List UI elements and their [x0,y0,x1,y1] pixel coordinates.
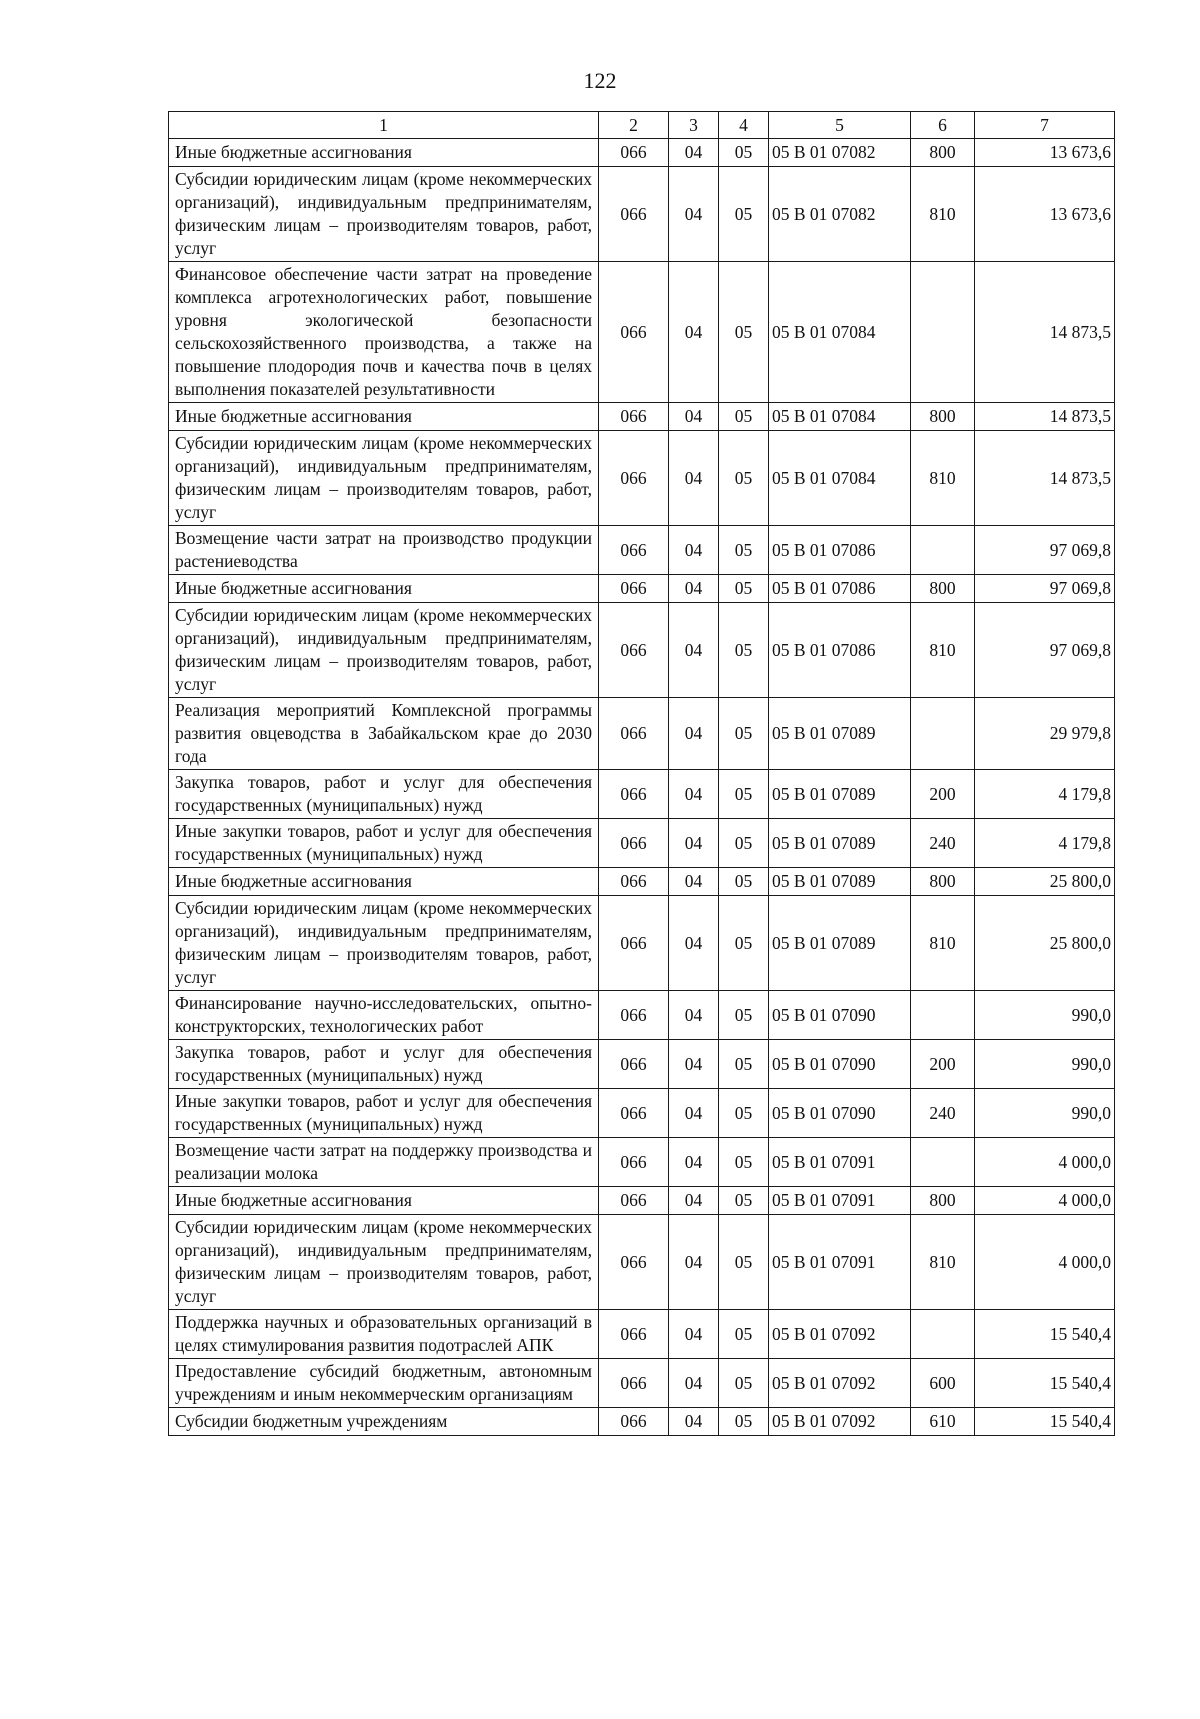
expense-type-cell: 800 [911,139,975,167]
amount-cell: 97 069,8 [975,603,1115,698]
ministry-code-cell: 066 [599,1359,669,1408]
subsection-code-cell: 05 [719,770,769,819]
target-article-cell: 05 В 01 07089 [769,770,911,819]
target-article-cell: 05 В 01 07084 [769,431,911,526]
expense-type-cell: 610 [911,1408,975,1436]
target-article-cell: 05 В 01 07084 [769,262,911,403]
section-code-cell: 04 [669,603,719,698]
subsection-code-cell: 05 [719,167,769,262]
item-name-cell: Возмещение части затрат на поддержку производства и реализации молока [169,1138,599,1187]
table-row [169,526,1115,575]
amount-cell: 4 000,0 [975,1187,1115,1215]
section-code-cell: 04 [669,1138,719,1187]
expense-type-cell: 810 [911,1215,975,1310]
table-row [169,575,1115,603]
table-row [169,167,1115,262]
item-name-cell: Иные бюджетные ассигнования [169,1187,599,1215]
amount-cell: 4 000,0 [975,1215,1115,1310]
expense-type-cell: 800 [911,868,975,896]
expense-type-cell [911,1310,975,1359]
item-name-cell: Иные бюджетные ассигнования [169,868,599,896]
amount-cell: 97 069,8 [975,526,1115,575]
amount-cell: 14 873,5 [975,403,1115,431]
section-code-cell: 04 [669,139,719,167]
section-code-cell: 04 [669,431,719,526]
table-body [169,139,1115,1436]
ministry-code-cell: 066 [599,868,669,896]
subsection-code-cell: 05 [719,575,769,603]
column-header: 6 [911,112,975,139]
expense-type-cell: 240 [911,819,975,868]
table-row [169,1040,1115,1089]
item-name-cell: Реализация мероприятий Комплексной программы развития овцеводства в Забайкальском крае до 2030 года [169,698,599,770]
section-code-cell: 04 [669,575,719,603]
target-article-cell: 05 В 01 07092 [769,1359,911,1408]
item-name-cell: Финансовое обеспечение части затрат на проведение комплекса агротехнологических работ, повышение уровня экологической безопасности сельскохозяйственного производства, а также на повышение плодородия почв и качества почв в целях выполнения показателей результативности [169,262,599,403]
target-article-cell: 05 В 01 07084 [769,403,911,431]
ministry-code-cell: 066 [599,1138,669,1187]
subsection-code-cell: 05 [719,603,769,698]
target-article-cell: 05 В 01 07089 [769,819,911,868]
ministry-code-cell: 066 [599,603,669,698]
ministry-code-cell: 066 [599,1215,669,1310]
expense-type-cell: 240 [911,1089,975,1138]
amount-cell: 990,0 [975,991,1115,1040]
table-row [169,403,1115,431]
item-name-cell: Иные бюджетные ассигнования [169,575,599,603]
section-code-cell: 04 [669,526,719,575]
subsection-code-cell: 05 [719,1089,769,1138]
target-article-cell: 05 В 01 07091 [769,1138,911,1187]
expense-type-cell: 800 [911,403,975,431]
amount-cell: 15 540,4 [975,1310,1115,1359]
amount-cell: 97 069,8 [975,575,1115,603]
expense-type-cell [911,698,975,770]
expense-type-cell [911,991,975,1040]
amount-cell: 990,0 [975,1089,1115,1138]
subsection-code-cell: 05 [719,1187,769,1215]
target-article-cell: 05 В 01 07086 [769,526,911,575]
ministry-code-cell: 066 [599,819,669,868]
section-code-cell: 04 [669,770,719,819]
column-header: 1 [169,112,599,139]
ministry-code-cell: 066 [599,167,669,262]
subsection-code-cell: 05 [719,1138,769,1187]
item-name-cell: Субсидии юридическим лицам (кроме некоммерческих организаций), индивидуальным предпринимателям, физическим лицам – производителям товаров, работ, услуг [169,431,599,526]
amount-cell: 25 800,0 [975,868,1115,896]
expense-type-cell: 810 [911,603,975,698]
target-article-cell: 05 В 01 07082 [769,167,911,262]
item-name-cell: Поддержка научных и образовательных организаций в целях стимулирования развития подотраслей АПК [169,1310,599,1359]
section-code-cell: 04 [669,991,719,1040]
amount-cell: 15 540,4 [975,1359,1115,1408]
target-article-cell: 05 В 01 07091 [769,1215,911,1310]
expense-type-cell: 200 [911,1040,975,1089]
subsection-code-cell: 05 [719,403,769,431]
table-row [169,431,1115,526]
expense-type-cell: 600 [911,1359,975,1408]
subsection-code-cell: 05 [719,526,769,575]
subsection-code-cell: 05 [719,262,769,403]
section-code-cell: 04 [669,1359,719,1408]
expense-type-cell [911,526,975,575]
ministry-code-cell: 066 [599,991,669,1040]
table-row [169,1310,1115,1359]
table-row [169,603,1115,698]
subsection-code-cell: 05 [719,1408,769,1436]
ministry-code-cell: 066 [599,1408,669,1436]
column-header: 3 [669,112,719,139]
expense-type-cell: 800 [911,575,975,603]
ministry-code-cell: 066 [599,698,669,770]
item-name-cell: Субсидии юридическим лицам (кроме некоммерческих организаций), индивидуальным предпринимателям, физическим лицам – производителям товаров, работ, услуг [169,1215,599,1310]
subsection-code-cell: 05 [719,868,769,896]
section-code-cell: 04 [669,868,719,896]
table-row [169,1359,1115,1408]
section-code-cell: 04 [669,1408,719,1436]
column-header: 7 [975,112,1115,139]
table-row [169,139,1115,167]
amount-cell: 990,0 [975,1040,1115,1089]
column-header: 2 [599,112,669,139]
subsection-code-cell: 05 [719,431,769,526]
item-name-cell: Субсидии юридическим лицам (кроме некоммерческих организаций), индивидуальным предпринимателям, физическим лицам – производителям товаров, работ, услуг [169,167,599,262]
item-name-cell: Иные закупки товаров, работ и услуг для обеспечения государственных (муниципальных) нужд [169,819,599,868]
ministry-code-cell: 066 [599,896,669,991]
ministry-code-cell: 066 [599,770,669,819]
column-header: 5 [769,112,911,139]
budget-table [168,111,1115,1436]
amount-cell: 15 540,4 [975,1408,1115,1436]
item-name-cell: Иные бюджетные ассигнования [169,139,599,167]
table-row [169,770,1115,819]
target-article-cell: 05 В 01 07090 [769,1040,911,1089]
ministry-code-cell: 066 [599,1310,669,1359]
table-row [169,1408,1115,1436]
item-name-cell: Субсидии бюджетным учреждениям [169,1408,599,1436]
ministry-code-cell: 066 [599,526,669,575]
target-article-cell: 05 В 01 07089 [769,868,911,896]
item-name-cell: Субсидии юридическим лицам (кроме некоммерческих организаций), индивидуальным предпринимателям, физическим лицам – производителям товаров, работ, услуг [169,603,599,698]
item-name-cell: Субсидии юридическим лицам (кроме некоммерческих организаций), индивидуальным предпринимателям, физическим лицам – производителям товаров, работ, услуг [169,896,599,991]
target-article-cell: 05 В 01 07086 [769,575,911,603]
subsection-code-cell: 05 [719,896,769,991]
amount-cell: 4 179,8 [975,770,1115,819]
ministry-code-cell: 066 [599,139,669,167]
amount-cell: 14 873,5 [975,431,1115,526]
expense-type-cell: 810 [911,896,975,991]
subsection-code-cell: 05 [719,1359,769,1408]
item-name-cell: Иные закупки товаров, работ и услуг для обеспечения государственных (муниципальных) нужд [169,1089,599,1138]
expense-type-cell: 200 [911,770,975,819]
table-row [169,1089,1115,1138]
item-name-cell: Иные бюджетные ассигнования [169,403,599,431]
expense-type-cell [911,1138,975,1187]
page-number: 122 [583,68,617,93]
section-code-cell: 04 [669,819,719,868]
table-row [169,991,1115,1040]
table-row [169,1138,1115,1187]
table-row [169,698,1115,770]
target-article-cell: 05 В 01 07091 [769,1187,911,1215]
section-code-cell: 04 [669,698,719,770]
item-name-cell: Закупка товаров, работ и услуг для обеспечения государственных (муниципальных) нужд [169,770,599,819]
table-row [169,1187,1115,1215]
expense-type-cell: 800 [911,1187,975,1215]
amount-cell: 4 000,0 [975,1138,1115,1187]
subsection-code-cell: 05 [719,1215,769,1310]
column-header: 4 [719,112,769,139]
subsection-code-cell: 05 [719,139,769,167]
amount-cell: 29 979,8 [975,698,1115,770]
target-article-cell: 05 В 01 07089 [769,698,911,770]
section-code-cell: 04 [669,1040,719,1089]
item-name-cell: Финансирование научно-исследовательских, опытно-конструкторских, технологических работ [169,991,599,1040]
ministry-code-cell: 066 [599,262,669,403]
table-row [169,819,1115,868]
subsection-code-cell: 05 [719,698,769,770]
amount-cell: 13 673,6 [975,167,1115,262]
section-code-cell: 04 [669,167,719,262]
ministry-code-cell: 066 [599,403,669,431]
target-article-cell: 05 В 01 07086 [769,603,911,698]
amount-cell: 4 179,8 [975,819,1115,868]
target-article-cell: 05 В 01 07090 [769,1089,911,1138]
target-article-cell: 05 В 01 07089 [769,896,911,991]
subsection-code-cell: 05 [719,819,769,868]
subsection-code-cell: 05 [719,1310,769,1359]
section-code-cell: 04 [669,1215,719,1310]
target-article-cell: 05 В 01 07090 [769,991,911,1040]
target-article-cell: 05 В 01 07092 [769,1408,911,1436]
amount-cell: 25 800,0 [975,896,1115,991]
section-code-cell: 04 [669,1187,719,1215]
table-header-row [169,112,1115,139]
target-article-cell: 05 В 01 07092 [769,1310,911,1359]
expense-type-cell: 810 [911,431,975,526]
item-name-cell: Предоставление субсидий бюджетным, автономным учреждениям и иным некоммерческим организациям [169,1359,599,1408]
table-row [169,868,1115,896]
section-code-cell: 04 [669,403,719,431]
section-code-cell: 04 [669,1089,719,1138]
table-row [169,262,1115,403]
amount-cell: 13 673,6 [975,139,1115,167]
ministry-code-cell: 066 [599,431,669,526]
ministry-code-cell: 066 [599,1187,669,1215]
amount-cell: 14 873,5 [975,262,1115,403]
ministry-code-cell: 066 [599,575,669,603]
section-code-cell: 04 [669,262,719,403]
expense-type-cell: 810 [911,167,975,262]
table-row [169,896,1115,991]
ministry-code-cell: 066 [599,1089,669,1138]
ministry-code-cell: 066 [599,1040,669,1089]
subsection-code-cell: 05 [719,1040,769,1089]
table-row [169,1215,1115,1310]
section-code-cell: 04 [669,1310,719,1359]
subsection-code-cell: 05 [719,991,769,1040]
expense-type-cell [911,262,975,403]
item-name-cell: Закупка товаров, работ и услуг для обеспечения государственных (муниципальных) нужд [169,1040,599,1089]
item-name-cell: Возмещение части затрат на производство продукции растениеводства [169,526,599,575]
section-code-cell: 04 [669,896,719,991]
target-article-cell: 05 В 01 07082 [769,139,911,167]
